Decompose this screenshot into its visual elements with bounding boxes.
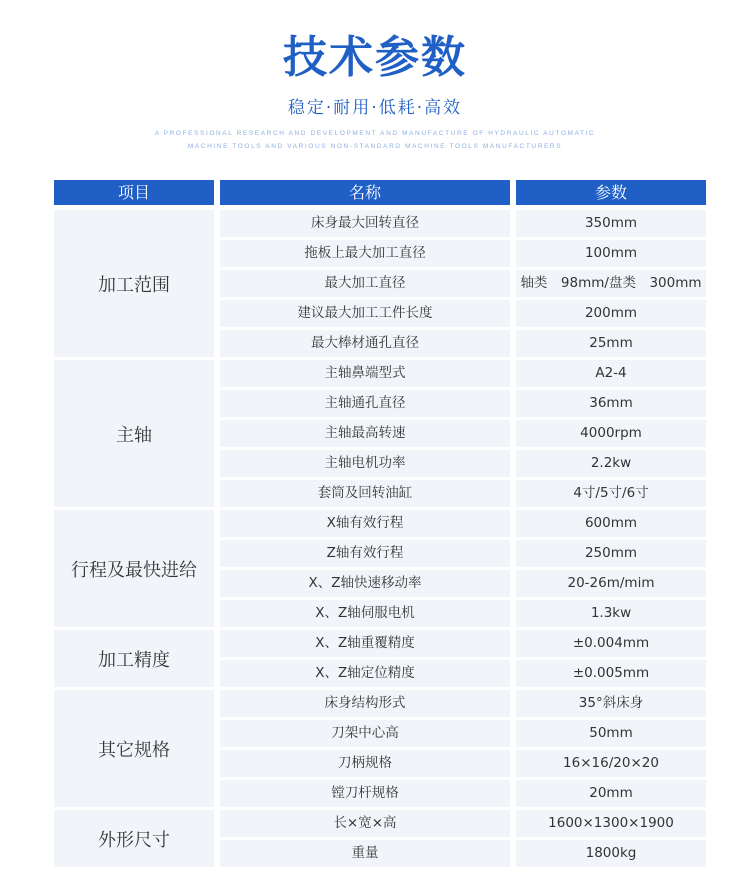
spec-value-cell: 1600×1300×1900	[516, 810, 706, 837]
group-label: 加工精度	[54, 630, 214, 687]
spec-name-cell: X、Z轴重覆精度	[220, 630, 510, 657]
spec-name-cell: 拖板上最大加工直径	[220, 240, 510, 267]
group-label: 行程及最快进给	[54, 510, 214, 627]
spec-value-cell: 2.2kw	[516, 450, 706, 477]
spec-value-cell: 25mm	[516, 330, 706, 357]
spec-name-cell: 主轴最高转速	[220, 420, 510, 447]
group-label: 其它规格	[54, 690, 214, 807]
spec-name-cell: X、Z轴快速移动率	[220, 570, 510, 597]
spec-value-cell: 100mm	[516, 240, 706, 267]
spec-value-cell: 1800kg	[516, 840, 706, 867]
spec-value-cell: 350mm	[516, 210, 706, 237]
column-header-item: 项目	[54, 180, 214, 205]
spec-value-cell: 36mm	[516, 390, 706, 417]
spec-value-cell: ±0.004mm	[516, 630, 706, 657]
spec-name-cell: 最大加工直径	[220, 270, 510, 297]
spec-name-cell: 镗刀杆规格	[220, 780, 510, 807]
spec-value-cell: 轴类 98mm/盘类 300mm	[516, 270, 706, 297]
spec-value-cell: 600mm	[516, 510, 706, 537]
spec-name-cell: 主轴鼻端型式	[220, 360, 510, 387]
spec-value-cell: 4寸/5寸/6寸	[516, 480, 706, 507]
spec-name-cell: 主轴通孔直径	[220, 390, 510, 417]
spec-name-cell: X轴有效行程	[220, 510, 510, 537]
column-header-value: 参数	[516, 180, 706, 205]
spec-name-cell: 重量	[220, 840, 510, 867]
spec-value-cell: 50mm	[516, 720, 706, 747]
spec-name-cell: 刀柄规格	[220, 750, 510, 777]
spec-name-cell: X、Z轴定位精度	[220, 660, 510, 687]
spec-name-cell: 主轴电机功率	[220, 450, 510, 477]
page-subtitle: 稳定·耐用·低耗·高效	[287, 98, 463, 118]
spec-value-cell: 20-26m/mim	[516, 570, 706, 597]
spec-value-cell: 20mm	[516, 780, 706, 807]
english-tagline-line-2: MACHINE TOOLS AND VARIOUS NON-STANDARD MACHINE TOOLS MANUFACTURERS	[187, 143, 563, 150]
spec-name-cell: 床身结构形式	[220, 690, 510, 717]
spec-name-cell: 床身最大回转直径	[220, 210, 510, 237]
spec-value-cell: 16×16/20×20	[516, 750, 706, 777]
spec-value-cell: 4000rpm	[516, 420, 706, 447]
english-tagline-line-1: A PROFESSIONAL RESEARCH AND DEVELOPMENT AND MANUFACTURE OF HYDRAULIC AUTOMATIC	[154, 130, 596, 137]
group-label: 加工范围	[54, 210, 214, 357]
spec-value-cell: A2-4	[516, 360, 706, 387]
spec-name-cell: 长×宽×高	[220, 810, 510, 837]
spec-name-cell: Z轴有效行程	[220, 540, 510, 567]
spec-name-cell: 最大棒材通孔直径	[220, 330, 510, 357]
spec-value-cell: 35°斜床身	[516, 690, 706, 717]
spec-name-cell: 套筒及回转油缸	[220, 480, 510, 507]
spec-value-cell: ±0.005mm	[516, 660, 706, 687]
page-title: 技术参数	[283, 32, 467, 83]
spec-name-cell: X、Z轴伺服电机	[220, 600, 510, 627]
column-header-name: 名称	[220, 180, 510, 205]
group-label: 主轴	[54, 360, 214, 507]
spec-value-cell: 250mm	[516, 540, 706, 567]
group-label: 外形尺寸	[54, 810, 214, 867]
spec-name-cell: 刀架中心高	[220, 720, 510, 747]
spec-name-cell: 建议最大加工工件长度	[220, 300, 510, 327]
spec-value-cell: 1.3kw	[516, 600, 706, 627]
spec-value-cell: 200mm	[516, 300, 706, 327]
